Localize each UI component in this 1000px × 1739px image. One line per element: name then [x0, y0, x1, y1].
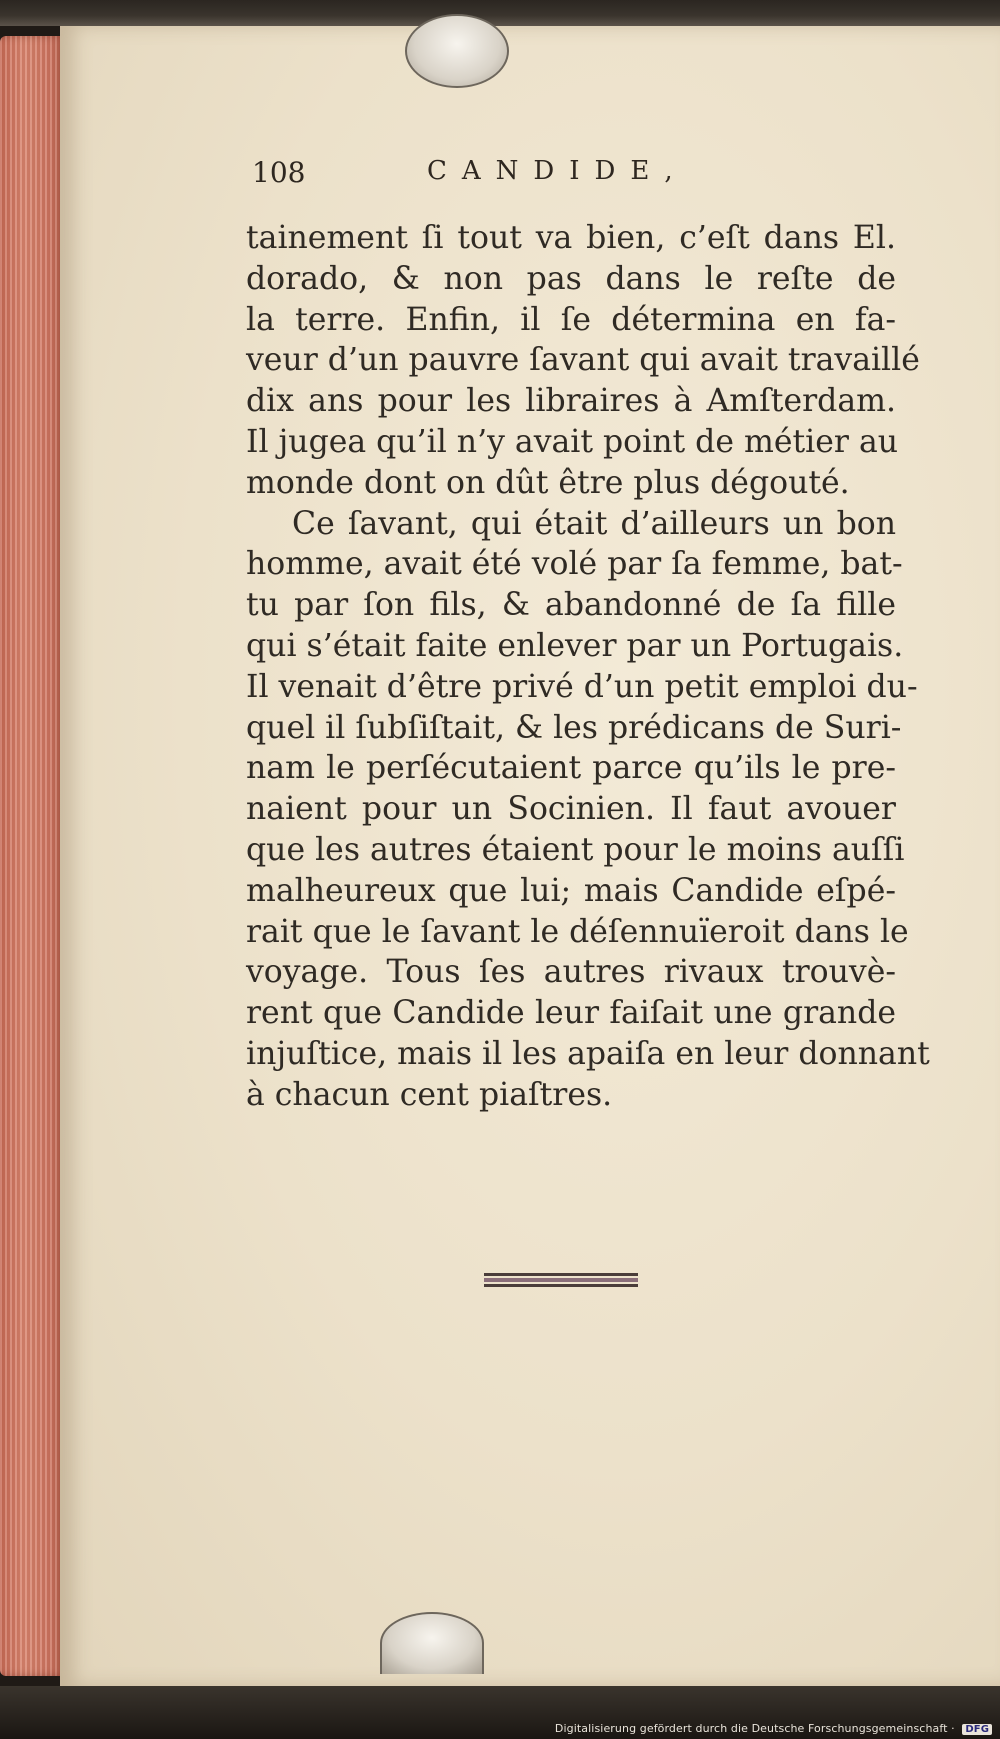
text-line: que les autres étaient pour le moins auſſi — [246, 831, 905, 868]
text-line: à chacun cent piaſtres. — [246, 1076, 613, 1113]
text-line: quel il ſubſiſtait, & les prédicans de Suri- — [246, 709, 902, 746]
section-divider-rule — [484, 1271, 638, 1291]
text-line: tainement ſi tout va bien, c’eſt dans El. — [246, 220, 896, 256]
text-line: rait que le ſavant le déſennuïeroit dans le — [246, 913, 909, 950]
text-line: veur d’un pauvre ſavant qui avait travaillé — [246, 342, 920, 379]
text-line: qui s’était faite enlever par un Portugais. — [246, 627, 904, 664]
text-line: Ce ſavant, qui était d’ailleurs un bon — [292, 505, 896, 542]
text-line: voyage. Tous ſes autres rivaux trouvè- — [246, 954, 896, 991]
text-line: homme, avait été volé par ſa femme, bat- — [246, 546, 903, 583]
text-line: la terre. Enfin, il ſe détermina en fa- — [246, 301, 896, 338]
text-line: dix ans pour les libraires à Amſterdam. — [246, 383, 896, 420]
text-line: monde dont on dût être plus dégouté. — [246, 464, 850, 501]
credit-text: Digitalisierung gefördert durch die Deutsche Forschungsgemeinschaft · — [554, 1722, 955, 1735]
dfg-logo: DFG — [962, 1724, 992, 1735]
book-top-edge — [0, 0, 1000, 26]
paragraph-2 — [246, 504, 930, 1116]
paragraph-1 — [246, 218, 920, 504]
running-head — [252, 156, 712, 196]
body-text — [246, 218, 930, 1116]
book-title: CANDIDE, — [427, 156, 688, 186]
red-page-edges — [0, 36, 68, 1676]
text-line: Il jugea qu’il n’y avait point de métier au — [246, 423, 899, 460]
text-line: injuſtice, mais il les apaiſa en leur donnant — [246, 1035, 930, 1072]
text-line: naient pour un Socinien. Il faut avouer — [246, 791, 896, 828]
page-number: 108 — [252, 156, 306, 189]
text-line: Il venait d’être privé d’un petit emploi du- — [246, 668, 918, 705]
digitization-credit — [555, 1722, 992, 1735]
text-line: dorado, & non pas dans le reſte de — [246, 260, 896, 297]
book-bottom-edge — [0, 1686, 1000, 1739]
text-line: rent que Candide leur faiſait une grande — [246, 995, 896, 1032]
page-clip-bottom — [380, 1612, 484, 1674]
text-line: nam le perſécutaient parce qu’ils le pre- — [246, 750, 896, 787]
text-line: malheureux que lui; mais Candide eſpé- — [246, 872, 896, 909]
page-clip-top — [405, 14, 509, 88]
text-line: tu par ſon fils, & abandonné de ſa fille — [246, 587, 896, 624]
